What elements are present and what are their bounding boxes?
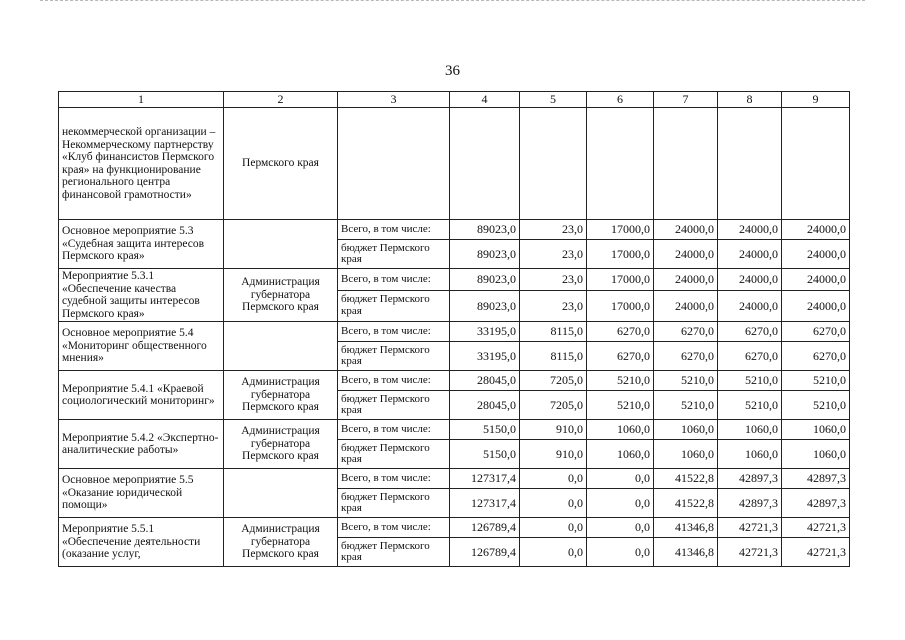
amount-cell: 7205,0: [520, 371, 587, 391]
executor: Администрация губернатора Пермского края: [224, 420, 338, 469]
amount-cell: 5210,0: [654, 371, 718, 391]
empty-cell: [654, 108, 718, 220]
executor: Администрация губернатора Пермского края: [224, 371, 338, 420]
empty-cell: [782, 108, 850, 220]
column-header: 7: [654, 92, 718, 108]
executor: Пермского края: [224, 108, 338, 220]
empty-cell: [718, 108, 782, 220]
amount-cell: 42721,3: [782, 518, 850, 538]
amount-cell: 17000,0: [587, 240, 654, 269]
funding-source: бюджет Пермского края: [338, 290, 450, 321]
funding-source: Всего, в том числе:: [338, 420, 450, 440]
amount-cell: 24000,0: [782, 269, 850, 291]
amount-cell: 0,0: [587, 518, 654, 538]
measure-name: Основное мероприятие 5.5 «Оказание юридической помощи»: [59, 469, 224, 518]
empty-cell: [338, 108, 450, 220]
amount-cell: 41522,8: [654, 489, 718, 518]
column-header: 5: [520, 92, 587, 108]
measure-name: некоммерческой организации – Некоммерческому партнерству «Клуб финансистов Пермского края» на функционирование регионального центра финансовой грамотности»: [59, 108, 224, 220]
amount-cell: 910,0: [520, 440, 587, 469]
amount-cell: 1060,0: [718, 440, 782, 469]
continuation-row: [59, 108, 850, 220]
table-body: [59, 108, 850, 567]
amount-cell: 6270,0: [654, 342, 718, 371]
amount-cell: 89023,0: [450, 290, 520, 321]
amount-cell: 23,0: [520, 269, 587, 291]
table-row-total: [59, 469, 850, 489]
amount-cell: 24000,0: [654, 220, 718, 240]
amount-cell: 42721,3: [718, 518, 782, 538]
scan-top-edge: [40, 0, 865, 3]
amount-cell: 41522,8: [654, 469, 718, 489]
executor: [224, 469, 338, 518]
empty-cell: [587, 108, 654, 220]
amount-cell: 42897,3: [782, 469, 850, 489]
amount-cell: 41346,8: [654, 538, 718, 567]
amount-cell: 23,0: [520, 220, 587, 240]
amount-cell: 1060,0: [718, 420, 782, 440]
table-row-total: [59, 220, 850, 240]
column-header: 1: [59, 92, 224, 108]
funding-source: Всего, в том числе:: [338, 469, 450, 489]
amount-cell: 5150,0: [450, 420, 520, 440]
amount-cell: 6270,0: [587, 322, 654, 342]
amount-cell: 5210,0: [587, 371, 654, 391]
amount-cell: 1060,0: [587, 420, 654, 440]
amount-cell: 28045,0: [450, 371, 520, 391]
column-header: 3: [338, 92, 450, 108]
empty-cell: [520, 108, 587, 220]
amount-cell: 28045,0: [450, 391, 520, 420]
amount-cell: 42721,3: [782, 538, 850, 567]
amount-cell: 5210,0: [782, 371, 850, 391]
amount-cell: 24000,0: [718, 240, 782, 269]
amount-cell: 23,0: [520, 290, 587, 321]
amount-cell: 6270,0: [782, 342, 850, 371]
measure-name: Мероприятие 5.5.1 «Обеспечение деятельности (оказание услуг,: [59, 518, 224, 567]
amount-cell: 89023,0: [450, 220, 520, 240]
amount-cell: 0,0: [520, 489, 587, 518]
amount-cell: 0,0: [587, 469, 654, 489]
measure-name: Основное мероприятие 5.4 «Мониторинг общественного мнения»: [59, 322, 224, 371]
funding-source: бюджет Пермского края: [338, 391, 450, 420]
amount-cell: 6270,0: [782, 322, 850, 342]
amount-cell: 5150,0: [450, 440, 520, 469]
amount-cell: 42721,3: [718, 538, 782, 567]
amount-cell: 0,0: [520, 518, 587, 538]
amount-cell: 0,0: [520, 469, 587, 489]
page-number: 36: [445, 63, 460, 79]
amount-cell: 17000,0: [587, 269, 654, 291]
column-number-row: [59, 92, 850, 108]
amount-cell: 127317,4: [450, 489, 520, 518]
amount-cell: 24000,0: [782, 240, 850, 269]
empty-cell: [450, 108, 520, 220]
amount-cell: 126789,4: [450, 538, 520, 567]
amount-cell: 1060,0: [654, 440, 718, 469]
amount-cell: 5210,0: [654, 391, 718, 420]
amount-cell: 24000,0: [782, 220, 850, 240]
amount-cell: 5210,0: [587, 391, 654, 420]
amount-cell: 127317,4: [450, 469, 520, 489]
amount-cell: 1060,0: [654, 420, 718, 440]
amount-cell: 6270,0: [718, 322, 782, 342]
funding-source: Всего, в том числе:: [338, 518, 450, 538]
measure-name: Мероприятие 5.4.2 «Экспертно-аналитические работы»: [59, 420, 224, 469]
amount-cell: 1060,0: [587, 440, 654, 469]
amount-cell: 24000,0: [718, 220, 782, 240]
funding-source: Всего, в том числе:: [338, 220, 450, 240]
amount-cell: 42897,3: [718, 469, 782, 489]
amount-cell: 8115,0: [520, 322, 587, 342]
amount-cell: 6270,0: [587, 342, 654, 371]
measure-name: Мероприятие 5.4.1 «Краевой социологический мониторинг»: [59, 371, 224, 420]
funding-source: бюджет Пермского края: [338, 440, 450, 469]
measure-name: Мероприятие 5.3.1 «Обеспечение качества судебной защиты интересов Пермского края»: [59, 269, 224, 322]
amount-cell: 8115,0: [520, 342, 587, 371]
executor: Администрация губернатора Пермского края: [224, 518, 338, 567]
amount-cell: 0,0: [587, 489, 654, 518]
measure-name: Основное мероприятие 5.3 «Судебная защита интересов Пермского края»: [59, 220, 224, 269]
column-header: 4: [450, 92, 520, 108]
amount-cell: 5210,0: [782, 391, 850, 420]
amount-cell: 24000,0: [654, 240, 718, 269]
amount-cell: 89023,0: [450, 240, 520, 269]
amount-cell: 17000,0: [587, 220, 654, 240]
funding-source: бюджет Пермского края: [338, 240, 450, 269]
amount-cell: 41346,8: [654, 518, 718, 538]
column-header: 2: [224, 92, 338, 108]
amount-cell: 42897,3: [718, 489, 782, 518]
amount-cell: 1060,0: [782, 440, 850, 469]
amount-cell: 33195,0: [450, 342, 520, 371]
table-row-total: [59, 322, 850, 342]
column-header: 8: [718, 92, 782, 108]
amount-cell: 33195,0: [450, 322, 520, 342]
amount-cell: 24000,0: [654, 290, 718, 321]
amount-cell: 0,0: [520, 538, 587, 567]
funding-source: Всего, в том числе:: [338, 269, 450, 291]
column-header: 6: [587, 92, 654, 108]
table-row-total: [59, 269, 850, 291]
amount-cell: 0,0: [587, 538, 654, 567]
amount-cell: 23,0: [520, 240, 587, 269]
amount-cell: 24000,0: [782, 290, 850, 321]
amount-cell: 42897,3: [782, 489, 850, 518]
funding-source: бюджет Пермского края: [338, 342, 450, 371]
table-row-total: [59, 371, 850, 391]
amount-cell: 24000,0: [718, 290, 782, 321]
table-row-total: [59, 420, 850, 440]
column-header: 9: [782, 92, 850, 108]
amount-cell: 7205,0: [520, 391, 587, 420]
amount-cell: 6270,0: [718, 342, 782, 371]
executor: [224, 322, 338, 371]
amount-cell: 126789,4: [450, 518, 520, 538]
funding-source: бюджет Пермского края: [338, 489, 450, 518]
funding-source: бюджет Пермского края: [338, 538, 450, 567]
budget-table: [58, 91, 850, 567]
executor: [224, 220, 338, 269]
funding-source: Всего, в том числе:: [338, 322, 450, 342]
amount-cell: 6270,0: [654, 322, 718, 342]
amount-cell: 1060,0: [782, 420, 850, 440]
executor: Администрация губернатора Пермского края: [224, 269, 338, 322]
funding-source: Всего, в том числе:: [338, 371, 450, 391]
amount-cell: 5210,0: [718, 391, 782, 420]
amount-cell: 89023,0: [450, 269, 520, 291]
amount-cell: 5210,0: [718, 371, 782, 391]
amount-cell: 17000,0: [587, 290, 654, 321]
table-row-total: [59, 518, 850, 538]
amount-cell: 24000,0: [718, 269, 782, 291]
amount-cell: 24000,0: [654, 269, 718, 291]
amount-cell: 910,0: [520, 420, 587, 440]
